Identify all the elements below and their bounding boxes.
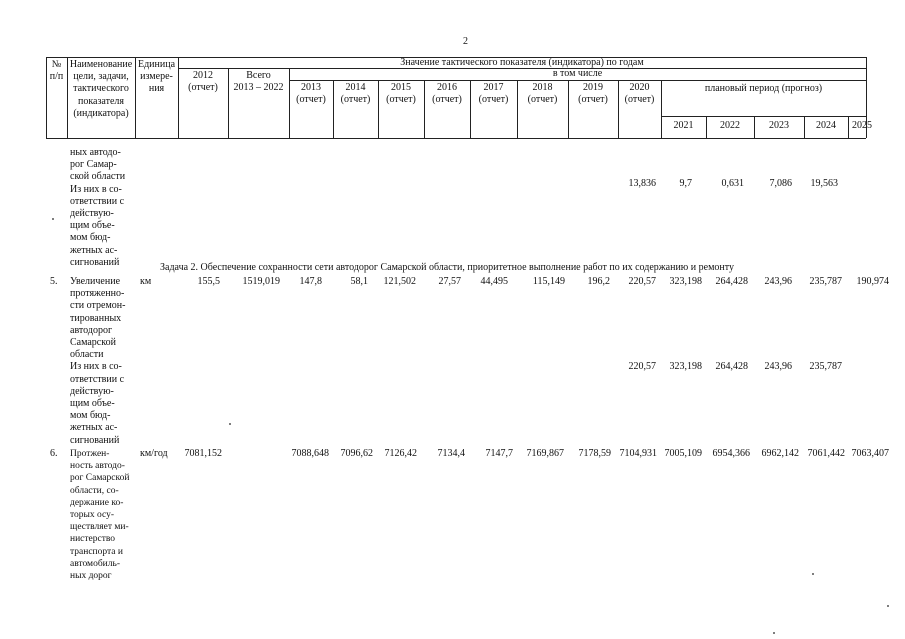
cont-row-2021: 9,7: [679, 178, 692, 189]
row6-number: 6.: [50, 448, 58, 459]
header-year-2016: 2016 (отчет): [432, 82, 462, 106]
row6-2019: 7178,59: [578, 448, 611, 459]
row5-sub-2021: 323,198: [669, 361, 702, 372]
header-year-2013: 2013 (отчет): [296, 82, 326, 106]
rule-plan: [661, 116, 866, 117]
row5-2015: 121,502: [383, 276, 416, 287]
cont-row-2020: 13,836: [628, 178, 656, 189]
row5-2012: 155,5: [197, 276, 220, 287]
row6-unit: км/год: [140, 448, 168, 459]
row5-name: Увеличение протяженно- сти отремон- тированных автодорог Самарской области Из них в со- ответствии с действую- щим объе- мом бюд- жетных ас- сигнований: [70, 276, 126, 446]
header-2012: 2012 (отчет): [188, 70, 218, 94]
header-top-title: Значение тактического показателя (индикатора) по годам: [400, 57, 644, 68]
header-total: Всего 2013 – 2022: [233, 70, 284, 94]
row5-sub-2023: 243,96: [764, 361, 792, 372]
scan-speck: [52, 218, 54, 220]
header-num: № п/п: [49, 59, 64, 83]
cont-row-2023: 7,086: [769, 178, 792, 189]
header-plan-2022: 2022: [720, 120, 740, 131]
row5-unit: км: [140, 276, 152, 287]
scan-speck: [773, 632, 775, 634]
row6-2016: 7134,4: [437, 448, 465, 459]
row5-sub-2024: 235,787: [809, 361, 842, 372]
header-plan-2021: 2021: [673, 120, 694, 131]
row6-name: Протжен- ность автодо- рог Самарской области, со- держание ко- торых осу- ществляет ми- нистерство транспорта и автомобиль- ных дорог: [70, 449, 130, 582]
header-year-2014: 2014 (отчет): [340, 82, 371, 106]
row6-2015: 7126,42: [384, 448, 417, 459]
scan-speck: [887, 605, 889, 607]
header-year-2018: 2018 (отчет): [527, 82, 558, 106]
header-name: Наименование цели, задачи, тактического показателя (индикатора): [69, 59, 133, 119]
header-year-2015: 2015 (отчет): [386, 82, 416, 106]
row5-2020: 220,57: [628, 276, 656, 287]
row5-2019: 196,2: [587, 276, 610, 287]
row6-2024: 7061,442: [807, 448, 845, 459]
row6-2014: 7096,62: [340, 448, 373, 459]
row6-2023: 6962,142: [761, 448, 799, 459]
row6-2017: 7147,7: [485, 448, 513, 459]
row5-2017: 44,495: [480, 276, 508, 287]
page-number: 2: [463, 36, 468, 47]
header-year-2020: 2020 (отчет): [624, 82, 655, 106]
scan-speck: [229, 423, 231, 425]
row5-sub-2020: 220,57: [628, 361, 656, 372]
row6-2025: 7063,407: [851, 448, 889, 459]
row5-2014: 58,1: [350, 276, 368, 287]
header-plan-2025: 2025: [852, 120, 872, 131]
row5-total: 1519,019: [242, 276, 280, 287]
cont-row-2024: 19,563: [810, 178, 838, 189]
row5-2022: 264,428: [715, 276, 748, 287]
row6-2021: 7005,109: [664, 448, 702, 459]
rule-header-bottom: [46, 138, 866, 139]
row5-number: 5.: [50, 276, 58, 287]
row5-2024: 235,787: [809, 276, 842, 287]
row5-2013: 147,8: [299, 276, 322, 287]
header-unit: Единица измере- ния: [137, 59, 176, 95]
row6-2018: 7169,867: [526, 448, 564, 459]
cont-row-name: ных автодо- рог Самар- ской области Из них в со- ответствии с действую- щим объе- мом бюд- жетных ас- сигнований: [70, 147, 126, 268]
row5-2023: 243,96: [764, 276, 792, 287]
row5-2025: 190,974: [856, 276, 889, 287]
scan-speck: [812, 573, 814, 575]
header-including: в том числе: [552, 68, 603, 79]
row6-2013: 7088,648: [291, 448, 329, 459]
row6-2020: 7104,931: [619, 448, 657, 459]
header-plan-2024: 2024: [816, 120, 836, 131]
row5-sub-2022: 264,428: [715, 361, 748, 372]
rule-inc: [289, 80, 866, 81]
row6-2022: 6954,366: [712, 448, 750, 459]
header-year-2017: 2017 (отчет): [478, 82, 509, 106]
row5-2018: 115,149: [532, 276, 565, 287]
row5-2021: 323,198: [669, 276, 702, 287]
header-plan-period: плановый период (прогноз): [704, 83, 823, 94]
row5-2016: 27,57: [438, 276, 461, 287]
cont-row-2022: 0,631: [721, 178, 744, 189]
row6-2012: 7081,152: [184, 448, 222, 459]
header-year-2019: 2019 (отчет): [578, 82, 608, 106]
task2-heading: Задача 2. Обеспечение сохранности сети автодорог Самарской области, приоритетное выполнение работ по их содержанию и ремонту: [160, 262, 734, 273]
header-plan-2023: 2023: [769, 120, 789, 131]
